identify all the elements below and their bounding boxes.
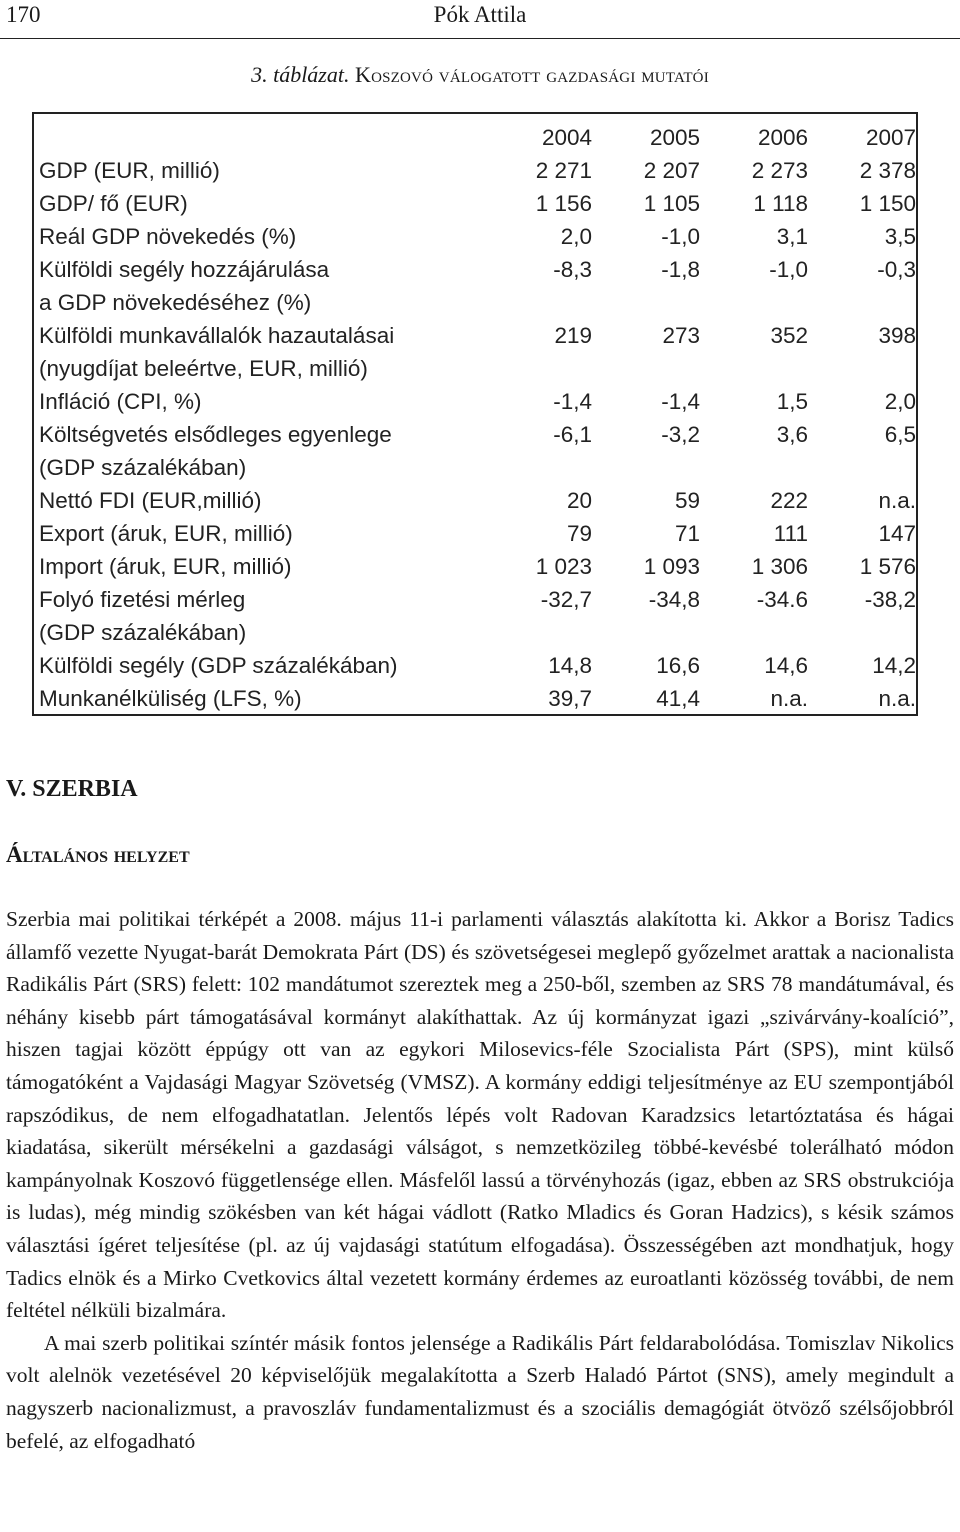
table-row xyxy=(34,451,916,484)
row-value-2005 xyxy=(592,286,700,319)
row-value-2005 xyxy=(592,352,700,385)
row-value-2006 xyxy=(700,451,808,484)
year-header-2004: 2004 xyxy=(541,125,592,150)
row-value-2005: 59 xyxy=(674,488,700,513)
row-value-2006: 1 118 xyxy=(753,191,808,216)
row-label: Nettó FDI (EUR,millió) xyxy=(39,488,262,513)
row-value-2005: -1,0 xyxy=(661,224,700,249)
row-value-2007: 2 378 xyxy=(859,158,916,183)
row-value-2004: 39,7 xyxy=(548,686,592,711)
row-label: GDP/ fő (EUR) xyxy=(39,191,188,216)
row-value-2004: 1 156 xyxy=(535,191,592,216)
row-label: Folyó fizetési mérleg xyxy=(39,587,246,612)
table-row xyxy=(34,187,916,220)
table-row xyxy=(34,649,916,682)
row-value-2006: 3,1 xyxy=(776,224,808,249)
row-label: (nyugdíjat beleértve, EUR, millió) xyxy=(39,356,368,381)
table-row xyxy=(34,550,916,583)
body-text xyxy=(6,903,954,1457)
row-value-2004: 79 xyxy=(566,521,592,546)
table-row xyxy=(34,682,916,715)
row-label: Külföldi segély hozzájárulása xyxy=(39,257,330,282)
paragraph-1: Szerbia mai politikai térképét a 2008. május 11-i parlamenti választás alakította ki. Akkor a Borisz Tadics államfő vezette Nyugat-barát Demokrata Párt (DS) és szövetségesei meglepő győzelmet arattak a nacionalista Radikális Párt (SRS) felett: 102 mandátumot szereztek meg a 250-ből, szemben az SRS 78 mandátumával, és néhány kisebb párt támogatásával kormányt alakíthattak. Az új kormányzat igazi „szivárvány-koalíció”, hiszen tagjai között éppúgy ott van az egykori Milosevics-féle Szocialista Párt (SPS), mint külső támogatóként a Vajdasági Magyar Szövetség (VMSZ). A kormány eddigi teljesítménye az EU szempontjából rapszódikus, de nem elfogadhatatlan. Jelentős lépés volt Radovan Karadzsics letartóztatása és hágai kiadatása, sikerült mérsékelni a gazdasági válságot, s nemzetközileg többé-kevésbé tolerálható módon kampányolnak Koszovó függetlensége ellen. Másfelől lassú a törvényhozás (igaz, ebben az SRS obstrukciója is ludas), még mindig szökésben van két hágai vádlott (Ratko Mladics és Goran Hadzics), s késik számos választási ígéret teljesítése (pl. az új vajdasági statútum elfogadása). Összességében azt mondhatjuk, hogy Tadics elnök és a Mirko Cvetkovics által vezetett kormány érdemes az euroatlanti közösség további, de nem feltétel nélküli bizalmára. xyxy=(6,907,954,1323)
row-value-2004 xyxy=(484,352,592,385)
row-value-2004: -8,3 xyxy=(553,257,592,282)
row-value-2007 xyxy=(808,451,916,484)
row-label: Reál GDP növekedés (%) xyxy=(39,224,297,249)
running-head: Pók Attila xyxy=(433,2,527,27)
row-value-2005: 273 xyxy=(662,323,700,348)
row-value-2007: 398 xyxy=(878,323,916,348)
table-row xyxy=(34,418,916,451)
row-value-2004: 20 xyxy=(566,488,592,513)
row-value-2006: 14,6 xyxy=(764,653,808,678)
row-label: Külföldi munkavállalók hazautalásai xyxy=(39,323,395,348)
row-value-2006: 1,5 xyxy=(776,389,808,414)
year-header-2006: 2006 xyxy=(757,125,808,150)
row-value-2004 xyxy=(484,286,592,319)
table-row xyxy=(34,517,916,550)
row-value-2005: -1,4 xyxy=(661,389,700,414)
row-value-2005: 2 207 xyxy=(643,158,700,183)
row-value-2004 xyxy=(484,616,592,649)
row-label: a GDP növekedéséhez (%) xyxy=(39,290,312,315)
row-value-2006: 1 306 xyxy=(751,554,808,579)
row-value-2005: 16,6 xyxy=(656,653,700,678)
row-value-2004: -6,1 xyxy=(553,422,592,447)
row-label: Infláció (CPI, %) xyxy=(39,389,202,414)
table-frame xyxy=(32,112,918,716)
row-value-2006: 3,6 xyxy=(776,422,808,447)
table-row xyxy=(34,583,916,616)
table-caption xyxy=(0,62,960,88)
row-value-2007: 6,5 xyxy=(884,422,916,447)
table-row xyxy=(34,154,916,187)
row-value-2004: 2 271 xyxy=(535,158,592,183)
row-value-2007: -0,3 xyxy=(877,257,916,282)
row-value-2006: 222 xyxy=(770,488,808,513)
row-label: Import (áruk, EUR, millió) xyxy=(39,554,292,579)
row-value-2004: 1 023 xyxy=(535,554,592,579)
table-row xyxy=(34,319,916,352)
row-value-2004: -32,7 xyxy=(540,587,592,612)
row-label: (GDP százalékában) xyxy=(39,620,247,645)
row-value-2005: 1 105 xyxy=(643,191,700,216)
page-header xyxy=(0,0,960,39)
table-row xyxy=(34,616,916,649)
row-value-2004 xyxy=(484,451,592,484)
table-row xyxy=(34,484,916,517)
row-value-2007: 1 576 xyxy=(859,554,916,579)
row-value-2005: 1 093 xyxy=(643,554,700,579)
row-value-2005 xyxy=(592,616,700,649)
table-body xyxy=(34,154,916,715)
row-value-2007: 14,2 xyxy=(872,653,916,678)
row-value-2006: 2 273 xyxy=(751,158,808,183)
row-value-2007 xyxy=(808,352,916,385)
row-value-2005: -34,8 xyxy=(648,587,700,612)
row-value-2007: 3,5 xyxy=(884,224,916,249)
row-value-2005: -1,8 xyxy=(661,257,700,282)
section-subtitle: Általános helyzet xyxy=(6,842,190,867)
row-value-2006: 111 xyxy=(773,521,808,546)
row-label: (GDP százalékában) xyxy=(39,455,247,480)
row-value-2006 xyxy=(700,352,808,385)
row-value-2004: 2,0 xyxy=(560,224,592,249)
row-label: Export (áruk, EUR, millió) xyxy=(39,521,293,546)
section-title: V. SZERBIA xyxy=(6,776,138,802)
row-value-2004: 14,8 xyxy=(548,653,592,678)
row-value-2004: -1,4 xyxy=(553,389,592,414)
header-label-cell xyxy=(34,121,484,154)
row-value-2005: -3,2 xyxy=(661,422,700,447)
table-header-row xyxy=(34,121,916,154)
table-caption-title: Koszovó válogatott gazdasági mutatói xyxy=(354,62,709,87)
row-value-2007 xyxy=(808,286,916,319)
row-value-2007: n.a. xyxy=(878,488,916,513)
year-header-2007: 2007 xyxy=(865,125,916,150)
row-value-2007: 2,0 xyxy=(884,389,916,414)
row-label: GDP (EUR, millió) xyxy=(39,158,220,183)
row-value-2004: 219 xyxy=(554,323,592,348)
row-value-2005: 71 xyxy=(674,521,700,546)
row-value-2006 xyxy=(700,286,808,319)
row-value-2006: -1,0 xyxy=(769,257,808,282)
year-header-2005: 2005 xyxy=(649,125,700,150)
row-value-2007: 147 xyxy=(878,521,916,546)
row-label: Költségvetés elsődleges egyenlege xyxy=(39,422,392,447)
row-value-2006: 352 xyxy=(770,323,808,348)
indicators-table xyxy=(34,121,916,715)
row-value-2006: n.a. xyxy=(770,686,808,711)
row-value-2005: 41,4 xyxy=(656,686,700,711)
row-value-2007 xyxy=(808,616,916,649)
table-row xyxy=(34,286,916,319)
page-number: 170 xyxy=(6,2,41,27)
row-value-2007: n.a. xyxy=(878,686,916,711)
table-caption-label: 3. táblázat. xyxy=(251,62,350,87)
row-value-2007: 1 150 xyxy=(859,191,916,216)
row-value-2006 xyxy=(700,616,808,649)
row-label: Munkanélküliség (LFS, %) xyxy=(39,686,302,711)
row-value-2007: -38,2 xyxy=(864,587,916,612)
table-row xyxy=(34,385,916,418)
table-row xyxy=(34,220,916,253)
row-value-2005 xyxy=(592,451,700,484)
paragraph-2: A mai szerb politikai színtér másik fontos jelensége a Radikális Párt feldarabolódása. Tomiszlav Nikolics volt alelnök vezetésével 20 képviselőjük megalakította a Szerb Haladó Pártot (SNS), amely megindult a nagyszerb nacionalizmust, a pravoszláv fundamentalizmust és a szociális demagógiát ötvöző szélsőjobbról befelé, az elfogadható xyxy=(6,1330,954,1453)
table-row xyxy=(34,253,916,286)
table-row xyxy=(34,352,916,385)
row-value-2006: -34.6 xyxy=(756,587,808,612)
row-label: Külföldi segély (GDP százalékában) xyxy=(39,653,398,678)
